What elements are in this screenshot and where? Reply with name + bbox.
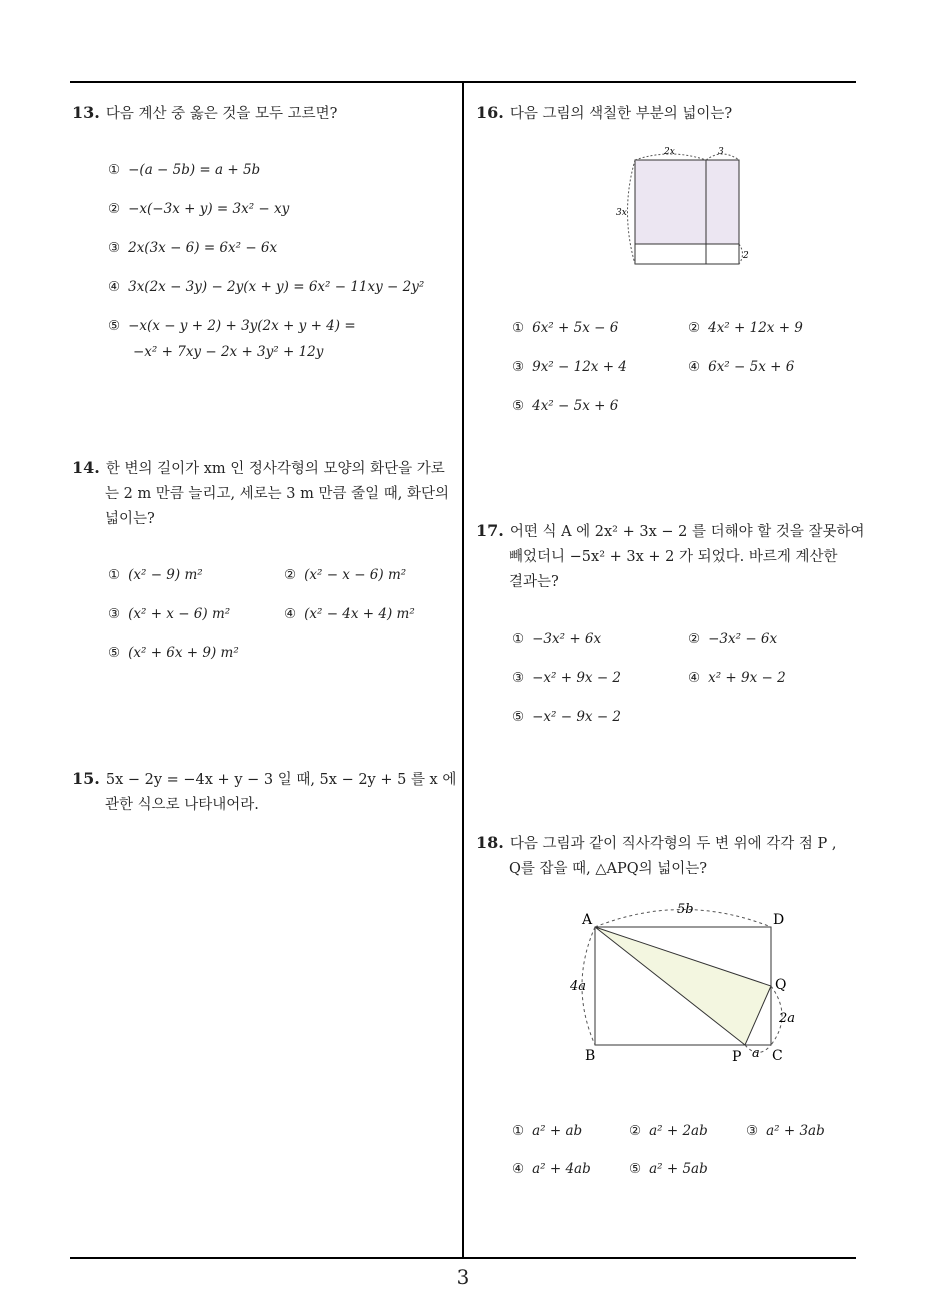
q16-shaded-region bbox=[635, 160, 739, 244]
q14-line2: 는 2 m 만큼 늘리고, 세로는 3 m 만큼 줄일 때, 화단의 bbox=[105, 486, 449, 502]
label-Q: Q bbox=[775, 977, 787, 993]
q16-label-2: 2 bbox=[743, 251, 749, 261]
q14-option-5[interactable]: ⑤ (x² + 6x + 9) m² bbox=[108, 645, 239, 661]
q14-line3: 넓이는? bbox=[105, 511, 155, 527]
question-text: 다음 그림의 색칠한 부분의 넓이는? bbox=[509, 106, 733, 122]
q17-option-1[interactable]: ① −3x² + 6x bbox=[512, 631, 602, 647]
question-14: 14. 한 변의 길이가 xm 인 정사각형의 모양의 화단을 가로 는 2 m 만큼 늘리고, 세로는 3 m 만큼 줄일 때, 화단의 넓이는? bbox=[72, 455, 462, 532]
q16-option-3[interactable]: ③ 9x² − 12x + 4 bbox=[512, 359, 627, 375]
triangle-apq bbox=[595, 927, 771, 1045]
q17-line3: 결과는? bbox=[509, 574, 559, 590]
q13-option-4[interactable]: ④ 3x(2x − 3y) − 2y(x + y) = 6x² − 11xy − 2y² bbox=[108, 279, 425, 295]
q14-line1: 한 변의 길이가 xm 인 정사각형의 모양의 화단을 가로 bbox=[105, 461, 445, 477]
question-15: 15. 5x − 2y = −4x + y − 3 일 때, 5x − 2y + 5 를 x 에 관한 식으로 나타내어라. bbox=[72, 766, 462, 818]
q16-label-3x: 3x bbox=[616, 208, 627, 218]
q17-option-4[interactable]: ④ x² + 9x − 2 bbox=[688, 670, 786, 686]
page-number: 3 bbox=[456, 1265, 470, 1289]
label-B: B bbox=[585, 1048, 596, 1064]
q13-option-3[interactable]: ③ 2x(3x − 6) = 6x² − 6x bbox=[108, 240, 278, 256]
q14-option-1[interactable]: ① (x² − 9) m² bbox=[108, 567, 203, 583]
q17-line2: 빼었더니 −5x² + 3x + 2 가 되었다. 바르게 계산한 bbox=[509, 549, 838, 565]
q16-label-3: 3 bbox=[718, 147, 724, 157]
q16-label-2x: 2x bbox=[664, 147, 675, 157]
label-P: P bbox=[732, 1049, 742, 1065]
q16-figure bbox=[610, 140, 760, 270]
q17-option-2[interactable]: ② −3x² − 6x bbox=[688, 631, 778, 647]
label-A: A bbox=[582, 912, 593, 928]
label-C: C bbox=[772, 1048, 783, 1064]
column-divider bbox=[462, 82, 464, 1258]
question-16: 16. 다음 그림의 색칠한 부분의 넓이는? bbox=[476, 103, 733, 122]
label-4a: 4a bbox=[570, 979, 587, 994]
q18-option-2[interactable]: ② a² + 2ab bbox=[629, 1123, 708, 1139]
question-18: 18. 다음 그림과 같이 직사각형의 두 변 위에 각각 점 P , Q를 잡을 때, △APQ의 넓이는? bbox=[476, 830, 866, 882]
q15-line2: 관한 식으로 나타내어라. bbox=[105, 797, 259, 813]
q18-figure bbox=[565, 898, 805, 1068]
q16-option-1[interactable]: ① 6x² + 5x − 6 bbox=[512, 320, 619, 336]
q17-option-3[interactable]: ③ −x² + 9x − 2 bbox=[512, 670, 622, 686]
q18-option-1[interactable]: ① a² + ab bbox=[512, 1123, 583, 1139]
q13-option-2[interactable]: ② −x(−3x + y) = 3x² − xy bbox=[108, 201, 290, 217]
q14-option-3[interactable]: ③ (x² + x − 6) m² bbox=[108, 606, 231, 622]
label-5b: 5b bbox=[677, 902, 694, 917]
label-2a: 2a bbox=[779, 1011, 796, 1026]
q17-option-5[interactable]: ⑤ −x² − 9x − 2 bbox=[512, 709, 622, 725]
q18-option-5[interactable]: ⑤ a² + 5ab bbox=[629, 1161, 708, 1177]
q18-line2: Q를 잡을 때, △APQ의 넓이는? bbox=[509, 861, 708, 877]
question-13 bbox=[72, 100, 457, 127]
q14-option-4[interactable]: ④ (x² − 4x + 4) m² bbox=[284, 606, 415, 622]
q13-option-5[interactable]: ⑤ −x(x − y + 2) + 3y(2x + y + 4) = bbox=[108, 318, 356, 334]
q16-option-4[interactable]: ④ 6x² − 5x + 6 bbox=[688, 359, 795, 375]
question-text: 다음 계산 중 옳은 것을 모두 고르면? bbox=[105, 106, 338, 122]
q17-line1: 어떤 식 A 에 2x² + 3x − 2 를 더해야 할 것을 잘못하여 bbox=[509, 524, 865, 540]
question-number: 13. bbox=[72, 103, 100, 122]
label-a: a bbox=[752, 1046, 760, 1061]
q18-option-3[interactable]: ③ a² + 3ab bbox=[746, 1123, 825, 1139]
question-17: 17. 어떤 식 A 에 2x² + 3x − 2 를 더해야 할 것을 잘못하여 빼었더니 −5x² + 3x + 2 가 되었다. 바르게 계산한 결과는? bbox=[476, 518, 866, 595]
q13-option-5-cont: −x² + 7xy − 2x + 3y² + 12y bbox=[133, 344, 324, 360]
q18-option-4[interactable]: ④ a² + 4ab bbox=[512, 1161, 591, 1177]
q15-line1: 5x − 2y = −4x + y − 3 일 때, 5x − 2y + 5 를 x 에 bbox=[105, 772, 457, 788]
q13-option-1[interactable]: ① −(a − 5b) = a + 5b bbox=[108, 162, 261, 178]
label-D: D bbox=[773, 912, 785, 928]
q16-option-5[interactable]: ⑤ 4x² − 5x + 6 bbox=[512, 398, 619, 414]
q14-option-2[interactable]: ② (x² − x − 6) m² bbox=[284, 567, 407, 583]
q18-line1: 다음 그림과 같이 직사각형의 두 변 위에 각각 점 P , bbox=[509, 836, 837, 852]
q16-option-2[interactable]: ② 4x² + 12x + 9 bbox=[688, 320, 803, 336]
